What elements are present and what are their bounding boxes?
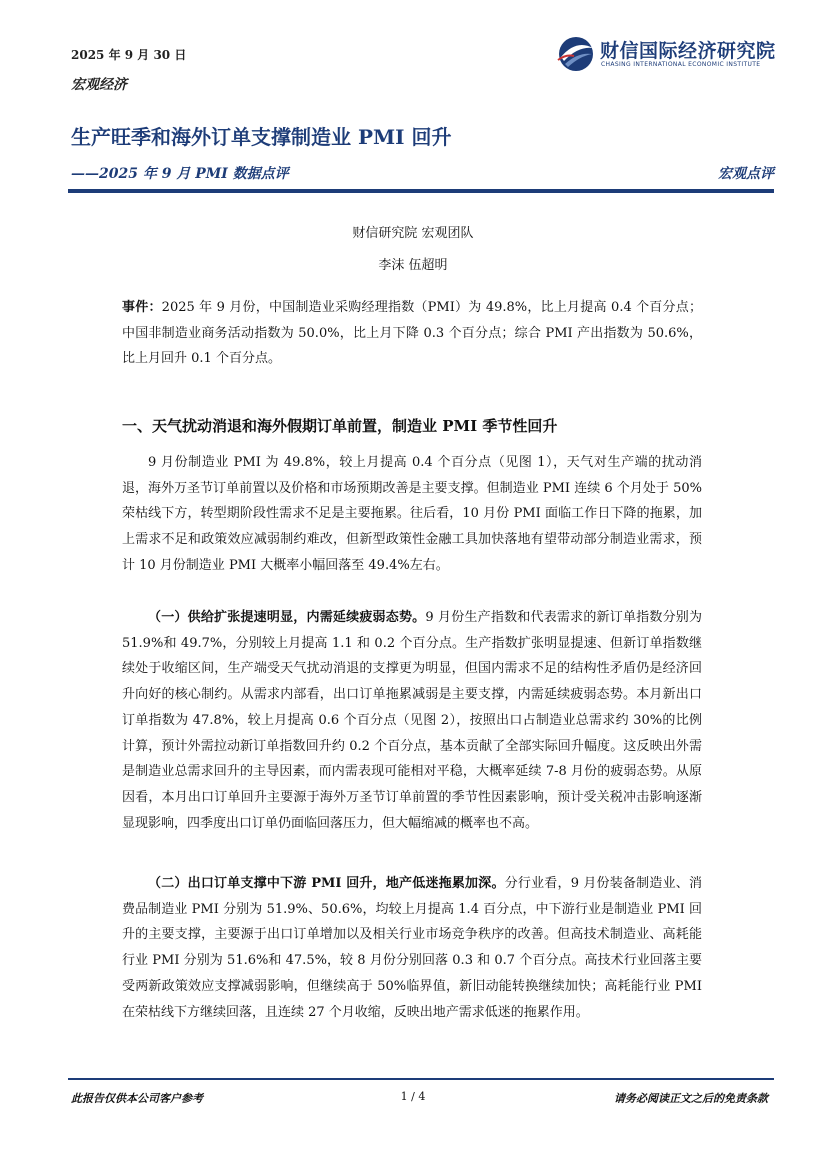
- body-paragraph-1: 9 月份制造业 PMI 为 49.8%，较上月提高 0.4 个百分点（见图 1），天气对生产端的扰动消退，海外万圣节订单前置以及价格和市场预期改善是主要支撑。但制造业 PMI 连续 6 个月处于 50%荣枯线下方，转型期阶段性需求不足是主要拖累。往后看，10 月份 PMI 面临工作日下降的拖累，加上需求不足和政策效应减弱制约难改，但新型政策性金融工具加快落地有望带动部分制造业需求，预计 10 月份制造业 PMI 大概率小幅回落至 49.4%左右。: [122, 455, 702, 573]
- paragraph-2-text: 9 月份生产指数和代表需求的新订单指数分别为 51.9%和 49.7%，分别较上月提高 1.1 和 0.2 个百分点。生产指数扩张明显提速、但新订单指数继续处于收缩区间，生产端受天气扰动消退的支撑更为明显，但国内需求不足的结构性矛盾仍是经济回升向好的核心制约。从需求内部看，出口订单拖累减弱是主要支撑，内需延续疲弱态势。本月新出口订单指数为 47.8%，较上月提高 0.6 个百分点（见图 2），按照出口占制造业总需求约 30%的比例计算，预计外需拉动新订单指数回升约 0.2 个百分点，基本贡献了全部实际回升幅度。这反映出外需是制造业总需求回升的主导因素，而内需表现可能相对平稳，大概率延续 7-8 月份的疲弱态势。从原因看，本月出口订单回升主要源于海外万圣节订单前置的季节性因素影响，预计受关税冲击影响逐渐显现影响，四季度出口订单仍面临回落压力，但大幅缩减的概率也不高。: [122, 610, 702, 831]
- research-team: 财信研究院 宏观团队: [352, 226, 474, 241]
- paragraph-3-lead: （二）出口订单支撑中下游 PMI 回升，地产低迷拖累加深。: [148, 876, 505, 891]
- report-category: 宏观经济: [71, 77, 127, 93]
- globe-logo-icon: [556, 34, 596, 74]
- body-paragraph-3: [122, 871, 702, 1025]
- paragraph-2-lead: （一）供给扩张提速明显，内需延续疲弱态势。: [148, 610, 426, 625]
- report-type-tag: 宏观点评: [718, 166, 774, 182]
- event-paragraph: [122, 295, 702, 372]
- report-subtitle: ——2025 年 9 月 PMI 数据点评: [71, 166, 289, 182]
- event-text: 2025 年 9 月份，中国制造业采购经理指数（PMI）为 49.8%，比上月提高 0.4 个百分点；中国非制造业商务活动指数为 50.0%，比上月下降 0.3 个百分点；综合 PMI 产出指数为 50.6%，比上月回升 0.1 个百分点。: [122, 300, 702, 367]
- logo-name-en: CHASING INTERNATIONAL ECONOMIC INSTITUTE: [601, 61, 761, 68]
- page-number: 1 / 4: [400, 1090, 426, 1103]
- footer-disclaimer-left: 此报告仅供本公司客户参考: [71, 1092, 203, 1105]
- authors: 李沫 伍超明: [378, 258, 448, 273]
- body-paragraph-2: [122, 605, 702, 836]
- event-label: 事件：: [122, 300, 162, 315]
- section-heading: 一、天气扰动消退和海外假期订单前置，制造业 PMI 季节性回升: [122, 417, 558, 435]
- title-divider: [68, 189, 774, 193]
- footer-disclaimer-right: 请务必阅读正文之后的免责条款: [614, 1092, 768, 1105]
- footer-divider: [68, 1078, 774, 1080]
- logo-name-cn: 财信国际经济研究院: [600, 40, 776, 62]
- institute-logo: [556, 34, 776, 74]
- report-title: 生产旺季和海外订单支撑制造业 PMI 回升: [71, 125, 452, 149]
- report-date: 2025 年 9 月 30 日: [71, 48, 187, 62]
- paragraph-3-text: 分行业看，9 月份装备制造业、消费品制造业 PMI 分别为 51.9%、50.6%，均较上月提高 1.4 百分点，中下游行业是制造业 PMI 回升的主要支撑，主要源于出口订单增加以及相关行业市场竞争秩序的改善。但高技术制造业、高耗能行业 PMI 分别为 51.6%和 47.5%，较 8 月份分别回落 0.3 和 0.7 个百分点。高技术行业回落主要受两新政策效应支撑减弱影响，但继续高于 50%临界值，新旧动能转换继续加快；高耗能行业 PMI 在荣枯线下方继续回落，且连续 27 个月收缩，反映出地产需求低迷的拖累作用。: [122, 876, 702, 1020]
